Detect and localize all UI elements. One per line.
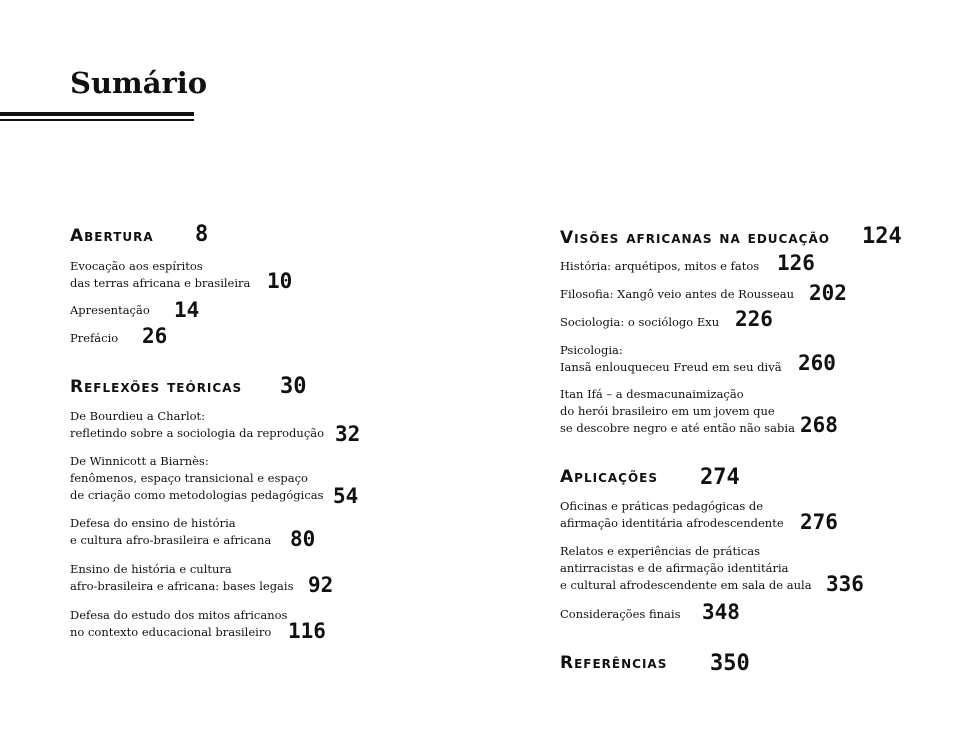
section-page-reflexoes: 30 (280, 374, 307, 399)
toc-page-apresentacao: 14 (174, 298, 200, 322)
toc-entry-bourdieu: De Bourdieu a Charlot: refletindo sobre a sociologia da reprodução (70, 409, 325, 440)
toc-page-evocacao: 10 (267, 269, 293, 293)
section-heading-referencias: Referências (560, 653, 668, 673)
toc-entry-mitos: Defesa do estudo dos mitos africanos no contexto educacional brasileiro (70, 608, 288, 639)
toc-entry-apresentacao: Apresentação (70, 303, 150, 317)
toc-entry-winnicott: De Winnicott a Biarnès: fenômenos, espaço transicional e espaço de criação como metodologias pedagógicas (70, 454, 324, 502)
title-rule-thin (0, 119, 194, 121)
toc-page-filosofia: 202 (809, 281, 847, 305)
toc-entry-oficinas: Oficinas e práticas pedagógicas de afirmação identitária afrodescendente (560, 499, 784, 530)
toc-page-oficinas: 276 (800, 510, 838, 534)
toc-page-psicologia: 260 (798, 351, 836, 375)
title-rule-thick (0, 112, 194, 116)
toc-entry-itan-ifa: Itan Ifá – a desmacunaimização do herói brasileiro em um jovem que se descobre negro e até então não sabia (560, 387, 795, 435)
toc-entry-filosofia: Filosofia: Xangô veio antes de Rousseau (560, 287, 795, 301)
toc-entry-prefacio: Prefácio (70, 331, 119, 345)
toc-entry-sociologia: Sociologia: o sociólogo Exu (560, 315, 720, 329)
toc-page-consideracoes: 348 (702, 600, 740, 624)
toc-page-prefacio: 26 (142, 324, 168, 348)
toc-page-bases-legais: 92 (308, 573, 334, 597)
toc-entry-bases-legais: Ensino de história e cultura afro-brasileira e africana: bases legais (70, 562, 294, 593)
toc-entry-relatos: Relatos e experiências de práticas antirracistas e de afirmação identitária e cultural afrodescendente em sala de aula (560, 544, 812, 592)
page-title: Sumário (70, 66, 208, 100)
toc-entry-psicologia: Psicologia: Iansã enlouqueceu Freud em seu divã (560, 343, 782, 374)
toc-page-mitos: 116 (288, 619, 326, 643)
toc-page-winnicott: 54 (333, 484, 359, 508)
section-page-referencias: 350 (710, 651, 750, 676)
toc-page-defesa-ensino: 80 (290, 527, 316, 551)
section-heading-abertura: Abertura (70, 226, 154, 246)
toc-page-bourdieu: 32 (335, 422, 361, 446)
toc-page-sociologia: 226 (735, 307, 773, 331)
toc-entry-defesa-ensino: Defesa do ensino de história e cultura afro-brasileira e africana (70, 516, 272, 547)
toc-page-itan-ifa: 268 (800, 413, 838, 437)
toc-page-relatos: 336 (826, 572, 864, 596)
section-page-aplicacoes: 274 (700, 465, 740, 490)
toc-entry-evocacao: Evocação aos espíritos das terras africana e brasileira (70, 259, 251, 290)
toc-page-historia: 126 (777, 251, 815, 275)
section-heading-visoes: Visões africanas na educação (560, 228, 830, 248)
toc-entry-consideracoes: Considerações finais (560, 607, 681, 621)
toc-entry-historia: História: arquétipos, mitos e fatos (560, 259, 760, 273)
section-heading-reflexoes: Reflexões teóricas (70, 377, 243, 397)
section-heading-aplicacoes: Aplicações (560, 467, 659, 487)
section-page-abertura: 8 (195, 222, 209, 247)
section-page-visoes: 124 (862, 224, 902, 249)
